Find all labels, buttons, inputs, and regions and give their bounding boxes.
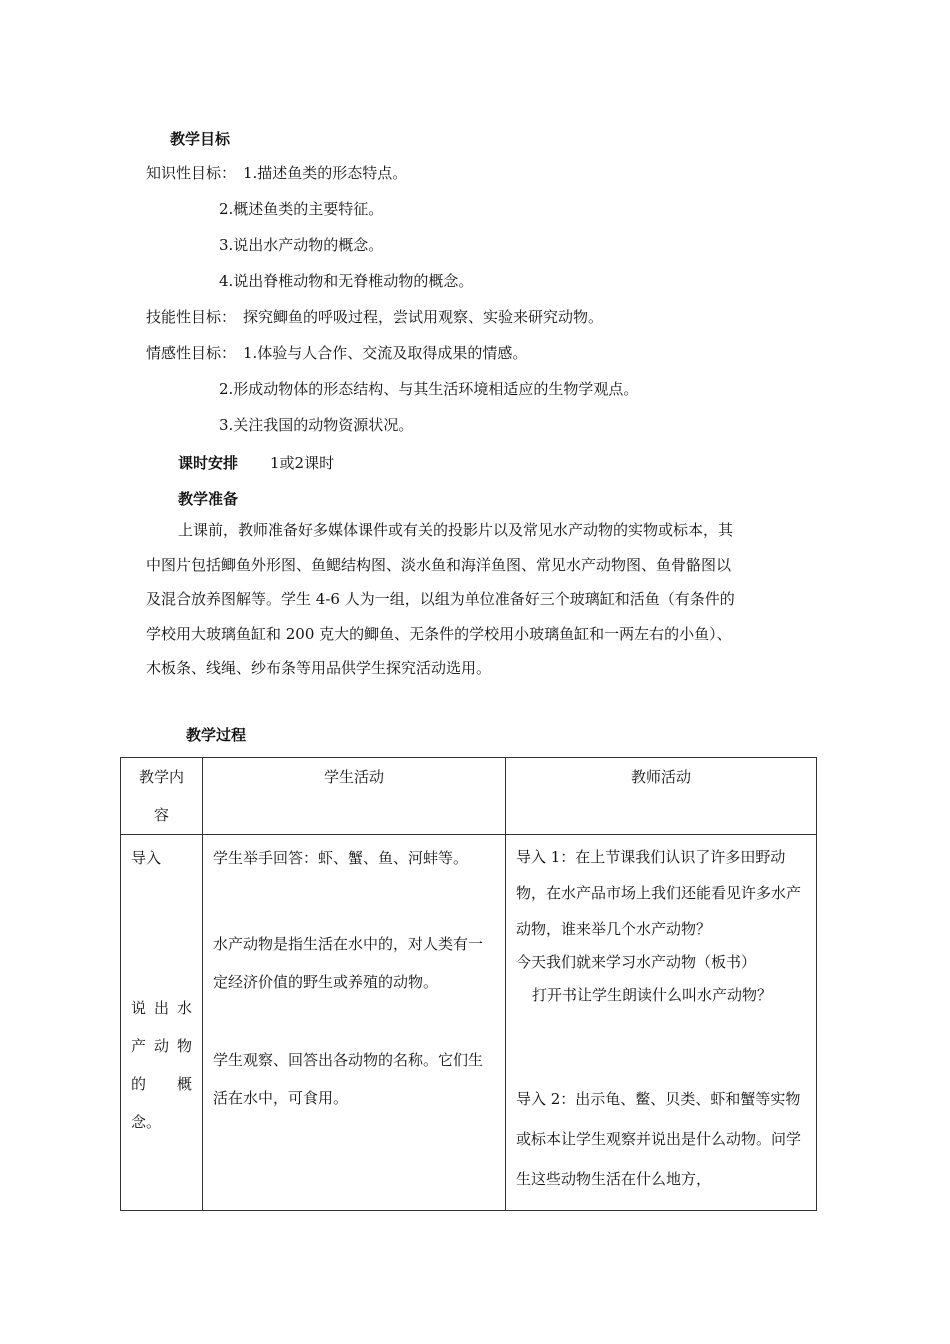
student-activity-text: 水产动物是指生活在水中的，对人类有一定经济价值的野生或养殖的动物。 bbox=[213, 935, 484, 991]
schedule-heading: 课时安排 bbox=[178, 454, 239, 472]
concept-char: 水 bbox=[176, 999, 192, 1017]
teacher-activity-text: 导入 2：出示龟、鳖、贝类、虾和蟹等实物或标本让学生观察并说出是什么动物。问学生这些动物生活在什么地方， bbox=[516, 1090, 802, 1188]
knowledge-objective-item: 1.描述鱼类的形态特点。 bbox=[243, 164, 408, 182]
content-concept-line bbox=[131, 1065, 196, 1103]
knowledge-objective-item: 4.说出脊椎动物和无脊椎动物的概念。 bbox=[219, 272, 474, 290]
teacher-activity-text: 今天我们就来学习水产动物（板书） bbox=[516, 953, 757, 971]
content-intro: 导入 bbox=[131, 849, 162, 867]
emotion-objective-item: 2.形成动物体的形态结构、与其生活环境相适应的生物学观点。 bbox=[219, 380, 639, 398]
table-header-row bbox=[121, 758, 817, 835]
preparation-paragraph bbox=[146, 513, 810, 686]
header-line: 教学内 bbox=[138, 768, 184, 786]
objectives-heading: 教学目标 bbox=[170, 130, 231, 148]
preparation-heading: 教学准备 bbox=[178, 490, 239, 508]
preparation-line: 中图片包括鲫鱼外形图、鱼鳃结构图、淡水鱼和海洋鱼图、常见水产动物图、鱼骨骼图以 bbox=[146, 555, 732, 574]
concept-char: 说 bbox=[131, 999, 147, 1017]
teacher-activity-text: 打开书让学生朗读什么叫水产动物？ bbox=[532, 986, 773, 1004]
emotion-objective-label: 情感性目标： bbox=[146, 344, 237, 362]
teacher-activity-cell bbox=[506, 835, 817, 1211]
preparation-line: 上课前，教师准备好多媒体课件或有关的投影片以及常见水产动物的实物或标本，其 bbox=[178, 521, 734, 539]
preparation-line: 及混合放养图解等。学生 4-6 人为一组，以组为单位准备好三个玻璃缸和活鱼（有条件的 bbox=[146, 590, 735, 608]
schedule-value: 1或2课时 bbox=[270, 454, 335, 472]
skill-objective-text: 探究鲫鱼的呼吸过程，尝试用观察、实验来研究动物。 bbox=[243, 308, 604, 326]
skill-objective-label: 技能性目标： bbox=[146, 308, 237, 326]
header-student-activity: 学生活动 bbox=[203, 758, 506, 835]
concept-char: 的 bbox=[131, 1075, 147, 1093]
content-concept-line: 念。 bbox=[131, 1113, 162, 1131]
content-cell bbox=[121, 835, 203, 1211]
content-concept-line bbox=[131, 989, 196, 1027]
student-activity-text: 学生观察、回答出各动物的名称。它们生活在水中，可食用。 bbox=[213, 1051, 484, 1107]
content-concept-line bbox=[131, 1027, 196, 1065]
preparation-line: 学校用大玻璃鱼缸和 200 克大的鲫鱼、无条件的学校用小玻璃鱼缸和一两左右的小鱼）、 bbox=[146, 624, 732, 643]
header-teaching-content bbox=[121, 758, 203, 835]
knowledge-objective-label: 知识性目标： bbox=[146, 164, 237, 182]
header-line: 容 bbox=[153, 806, 169, 824]
student-activity-cell bbox=[203, 835, 506, 1211]
concept-char: 出 bbox=[153, 999, 169, 1017]
concept-char: 物 bbox=[176, 1037, 192, 1055]
teaching-process-table bbox=[120, 757, 817, 1211]
concept-char: 动 bbox=[153, 1037, 169, 1055]
table-row bbox=[121, 835, 817, 1211]
header-teacher-activity: 教师活动 bbox=[506, 758, 817, 835]
knowledge-objective-item: 2.概述鱼类的主要特征。 bbox=[219, 200, 384, 218]
student-activity-text: 学生举手回答：虾、蟹、鱼、河蚌等。 bbox=[213, 849, 469, 867]
teacher-activity-text: 导入 1：在上节课我们认识了许多田野动物，在水产品市场上我们还能看见许多水产动物，谁来举几个水产动物？ bbox=[516, 848, 802, 938]
preparation-line: 木板条、线绳、纱布条等用品供学生探究活动选用。 bbox=[146, 659, 492, 677]
concept-char: 概 bbox=[176, 1075, 192, 1093]
process-heading: 教学过程 bbox=[186, 726, 247, 744]
emotion-objective-item: 1.体验与人合作、交流及取得成果的情感。 bbox=[243, 344, 528, 362]
knowledge-objective-item: 3.说出水产动物的概念。 bbox=[219, 236, 384, 254]
concept-char: 产 bbox=[131, 1037, 147, 1055]
emotion-objective-item: 3.关注我国的动物资源状况。 bbox=[219, 416, 414, 434]
